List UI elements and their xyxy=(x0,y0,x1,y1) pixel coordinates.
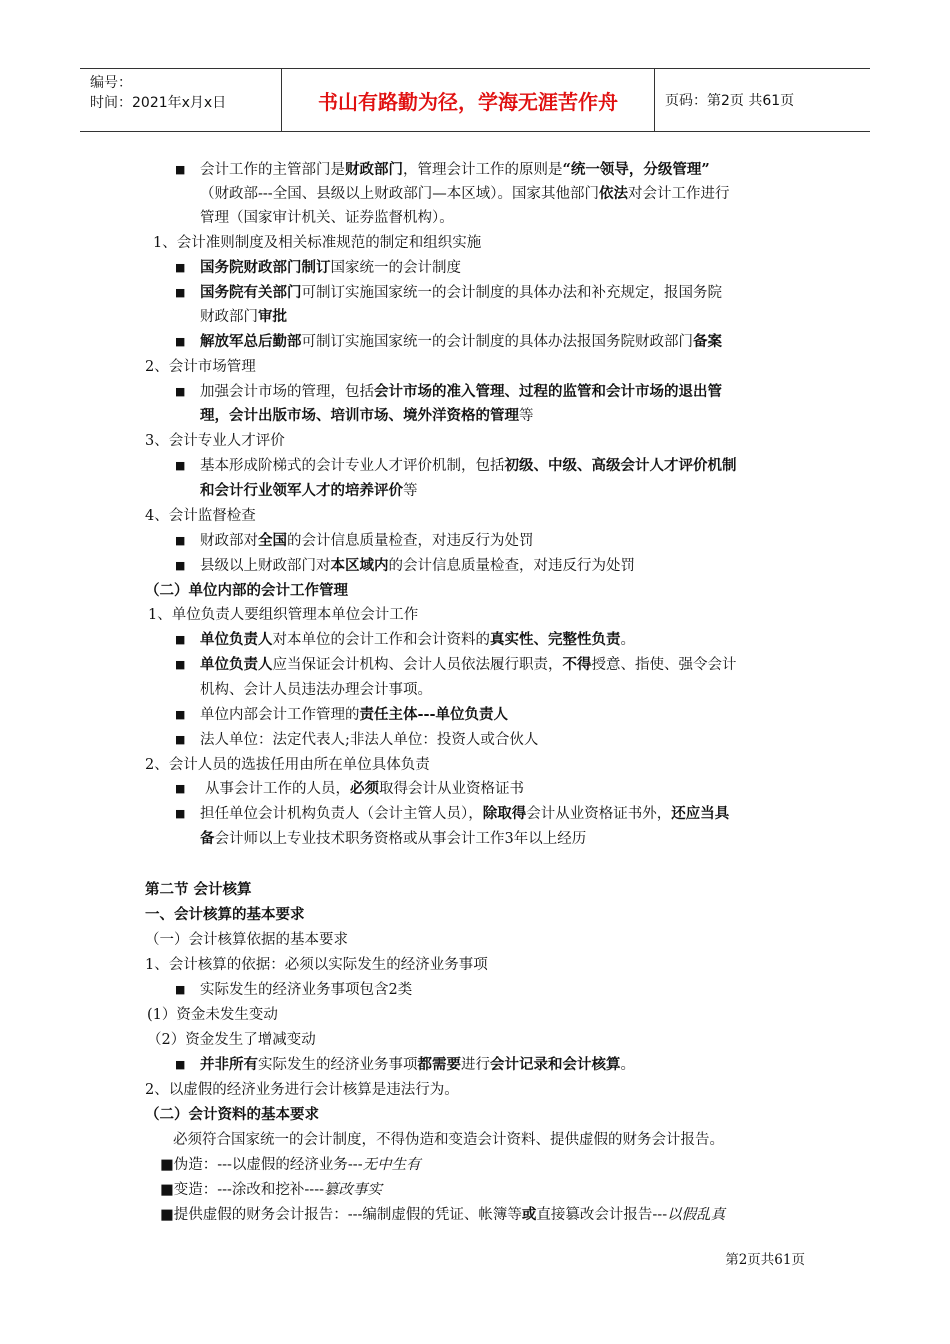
text-line xyxy=(200,307,287,327)
bold-text: 不得 xyxy=(562,656,592,673)
bullet-icon: ■ xyxy=(175,782,186,795)
text-segment: 1、会计准则制度及相关标准规范的制定和组织实施 xyxy=(153,235,482,251)
text-line xyxy=(200,382,722,402)
text-segment: ■变造：---涂改和挖补---- xyxy=(160,1182,324,1198)
text-line xyxy=(145,581,348,601)
bold-text: 除取得 xyxy=(482,805,527,822)
text-segment: 2、会计市场管理 xyxy=(145,359,256,375)
bullet-icon: ■ xyxy=(175,708,186,721)
text-line xyxy=(200,680,432,700)
text-line xyxy=(205,779,524,799)
text-segment: ，管理会计工作的原则是 xyxy=(403,162,563,178)
bold-text: “统一领导，分级管理” xyxy=(562,161,710,178)
text-segment: 国家统一的会计制度 xyxy=(330,260,461,276)
text-segment: 1、单位负责人要组织管理本单位会计工作 xyxy=(148,607,419,623)
bold-text: 真实性、完整性负责 xyxy=(490,631,621,648)
text-segment: 4、会计监督检查 xyxy=(145,508,256,524)
page-header xyxy=(80,68,870,132)
text-segment: ■伪造：---以虚假的经济业务--- xyxy=(160,1157,363,1173)
text-segment: 2、以虚假的经济业务进行会计核算是违法行为。 xyxy=(145,1082,459,1098)
text-line xyxy=(160,1205,725,1225)
text-line xyxy=(160,1155,421,1175)
bold-text: 并非所有 xyxy=(200,1056,258,1073)
italic-text: 无中生有 xyxy=(362,1157,421,1173)
text-segment: （2）资金发生了增减变动 xyxy=(147,1032,316,1048)
text-line xyxy=(200,258,461,278)
text-line xyxy=(145,955,488,975)
text-line xyxy=(200,481,418,501)
text-segment: (1）资金未发生变动 xyxy=(147,1007,278,1023)
text-segment: 会计从业资格证书外， xyxy=(526,806,672,822)
bold-text: 必须 xyxy=(350,780,379,797)
bold-text: 单位负责人 xyxy=(200,631,273,648)
bold-text: 责任主体---单位负责人 xyxy=(359,706,509,723)
italic-text: 篡改事实 xyxy=(324,1182,382,1198)
bullet-icon: ■ xyxy=(175,459,186,472)
text-line xyxy=(145,1105,319,1125)
text-line xyxy=(200,556,635,576)
header-motto: 书山有路勤为径，学海无涯苦作舟 xyxy=(282,69,655,131)
text-segment: 的会计信息质量检查，对违反行为处罚 xyxy=(287,533,534,549)
text-segment: 从事会计工作的人员， xyxy=(205,781,350,797)
text-line xyxy=(200,332,722,352)
bullet-icon: ■ xyxy=(175,807,186,820)
text-line xyxy=(200,283,722,303)
bullet-icon: ■ xyxy=(175,335,186,348)
text-segment: 法人单位：法定代表人;非法人单位：投资人或合伙人 xyxy=(200,732,539,748)
bold-text: 全国 xyxy=(258,532,287,549)
text-segment: 实际发生的经济业务事项包含2类 xyxy=(200,982,413,998)
doc-time-label: 时间：2021年x月x日 xyxy=(90,95,227,111)
text-line xyxy=(200,208,454,228)
text-segment: 县级以上财政部门对 xyxy=(200,558,331,574)
text-line xyxy=(145,431,285,451)
text-line xyxy=(200,531,534,551)
bold-text: 一、会计核算的基本要求 xyxy=(145,906,305,923)
header-page-number: 页码：第2页 共61页 xyxy=(665,93,795,109)
text-line xyxy=(145,880,252,900)
text-segment: 对本单位的会计工作和会计资料的 xyxy=(272,632,490,648)
text-segment: 的会计信息质量检查，对违反行为处罚 xyxy=(388,558,635,574)
text-line xyxy=(145,1080,459,1100)
bold-text: （二）单位内部的会计工作管理 xyxy=(145,582,348,599)
bold-text: 审批 xyxy=(258,308,287,325)
bullet-icon: ■ xyxy=(175,261,186,274)
text-segment: 进行 xyxy=(461,1057,490,1073)
text-line xyxy=(160,1180,382,1200)
text-line xyxy=(148,605,418,625)
bullet-icon: ■ xyxy=(175,658,186,671)
bold-text: 备案 xyxy=(693,333,722,350)
bold-text: 都需要 xyxy=(417,1056,461,1073)
bold-text: 或 xyxy=(521,1206,537,1223)
bold-text: 国务院有关部门 xyxy=(200,284,302,301)
bullet-icon: ■ xyxy=(175,983,186,996)
text-line xyxy=(145,357,256,377)
header-meta xyxy=(80,69,282,131)
bullet-icon: ■ xyxy=(175,1058,186,1071)
bold-text: 备 xyxy=(200,830,215,847)
text-line xyxy=(200,456,737,476)
bold-text: 初级、中级、高级会计人才评价机制 xyxy=(504,457,737,474)
bullet-icon: ■ xyxy=(175,633,186,646)
text-line xyxy=(200,804,729,824)
bold-text: 国务院财政部门制订 xyxy=(200,259,331,276)
italic-text: 以假乱真 xyxy=(667,1207,726,1223)
bold-text: 会计市场的准入管理、过程的监管和会计市场的退出管 xyxy=(374,383,722,400)
bold-text: 理，会计出版市场、培训市场、境外洋资格的管理 xyxy=(200,407,519,424)
text-segment: 授意、指使、强令会计 xyxy=(591,657,737,673)
text-segment: ■提供虚假的财务会计报告：---编制虚假的凭证、帐簿等 xyxy=(160,1207,522,1223)
bold-text: 第二节 会计核算 xyxy=(145,881,252,898)
text-segment: 担任单位会计机构负责人（会计主管人员）， xyxy=(200,806,483,822)
text-line xyxy=(200,980,412,1000)
bold-text: 单位负责人 xyxy=(200,656,273,673)
text-segment: 财政部对 xyxy=(200,533,258,549)
text-line xyxy=(173,1130,724,1150)
text-line xyxy=(200,630,635,650)
text-line xyxy=(200,655,737,675)
text-segment: 等 xyxy=(519,408,534,424)
bullet-icon: ■ xyxy=(175,385,186,398)
text-line xyxy=(145,905,305,925)
bullet-icon: ■ xyxy=(175,534,186,547)
bullet-icon: ■ xyxy=(175,559,186,572)
text-segment: 必须符合国家统一的会计制度，不得伪造和变造会计资料、提供虚假的财务会计报告。 xyxy=(173,1132,724,1148)
text-line xyxy=(145,506,256,526)
doc-number-label: 编号： xyxy=(90,75,132,91)
bold-text: 依法 xyxy=(598,185,628,202)
text-line xyxy=(200,406,534,426)
text-line xyxy=(200,705,508,725)
text-segment: 基本形成阶梯式的会计专业人才评价机制，包括 xyxy=(200,458,505,474)
text-line xyxy=(200,184,729,204)
footer-page-number: 第2页共61页 xyxy=(725,1252,805,1268)
text-line xyxy=(200,829,586,849)
bold-text: 解放军总后勤部 xyxy=(200,333,302,350)
text-line xyxy=(200,160,710,180)
text-line xyxy=(147,1030,316,1050)
text-segment: 。 xyxy=(620,632,635,648)
text-segment: 财政部门 xyxy=(200,309,258,325)
text-segment: 机构、会计人员违法办理会计事项。 xyxy=(200,682,432,698)
text-segment: 。 xyxy=(620,1057,635,1073)
text-segment: 1、会计核算的依据：必须以实际发生的经济业务事项 xyxy=(145,957,488,973)
bold-text: 和会计行业领军人才的培养评价 xyxy=(200,482,403,499)
text-segment: 单位内部会计工作管理的 xyxy=(200,707,360,723)
text-segment: （一）会计核算依据的基本要求 xyxy=(145,932,348,948)
text-line xyxy=(145,930,348,950)
text-segment: 直接篡改会计报告--- xyxy=(536,1207,668,1223)
bullet-icon: ■ xyxy=(175,286,186,299)
text-segment: 会计工作的主管部门是 xyxy=(200,162,345,178)
bold-text: 财政部门 xyxy=(345,161,403,178)
text-segment: 2、会计人员的选拔任用由所在单位具体负责 xyxy=(145,757,430,773)
bold-text: 本区域内 xyxy=(330,557,389,574)
text-line xyxy=(153,233,481,253)
bold-text: （二）会计资料的基本要求 xyxy=(145,1106,319,1123)
text-line xyxy=(200,730,538,750)
bold-text: 还应当具 xyxy=(671,805,730,822)
text-segment: 3、会计专业人才评价 xyxy=(145,433,285,449)
bullet-icon: ■ xyxy=(175,733,186,746)
text-segment: 等 xyxy=(403,483,418,499)
text-line xyxy=(200,1055,635,1075)
text-segment: 实际发生的经济业务事项 xyxy=(258,1057,418,1073)
bold-text: 会计记录和会计核算 xyxy=(490,1056,621,1073)
text-segment: 应当保证会计机构、会计人员依法履行职责， xyxy=(272,657,563,673)
text-segment: 对会计工作进行 xyxy=(627,186,730,202)
text-segment: 管理（国家审计机关、证券监督机构）。 xyxy=(200,210,454,226)
text-segment: 会计师以上专业技术职务资格或从事会计工作3年以上经历 xyxy=(214,831,587,847)
text-segment: 加强会计市场的管理，包括 xyxy=(200,384,374,400)
text-segment: 可制订实施国家统一的会计制度的具体办法和补充规定，报国务院 xyxy=(301,285,722,301)
bullet-icon: ■ xyxy=(175,163,186,176)
text-segment: 取得会计从业资格证书 xyxy=(379,781,524,797)
text-line xyxy=(145,755,430,775)
text-segment: 可制订实施国家统一的会计制度的具体办法报国务院财政部门 xyxy=(301,334,693,350)
text-segment: （财政部---全国、县级以上财政部门—本区域）。国家其他部门 xyxy=(200,186,599,202)
text-line xyxy=(147,1005,278,1025)
